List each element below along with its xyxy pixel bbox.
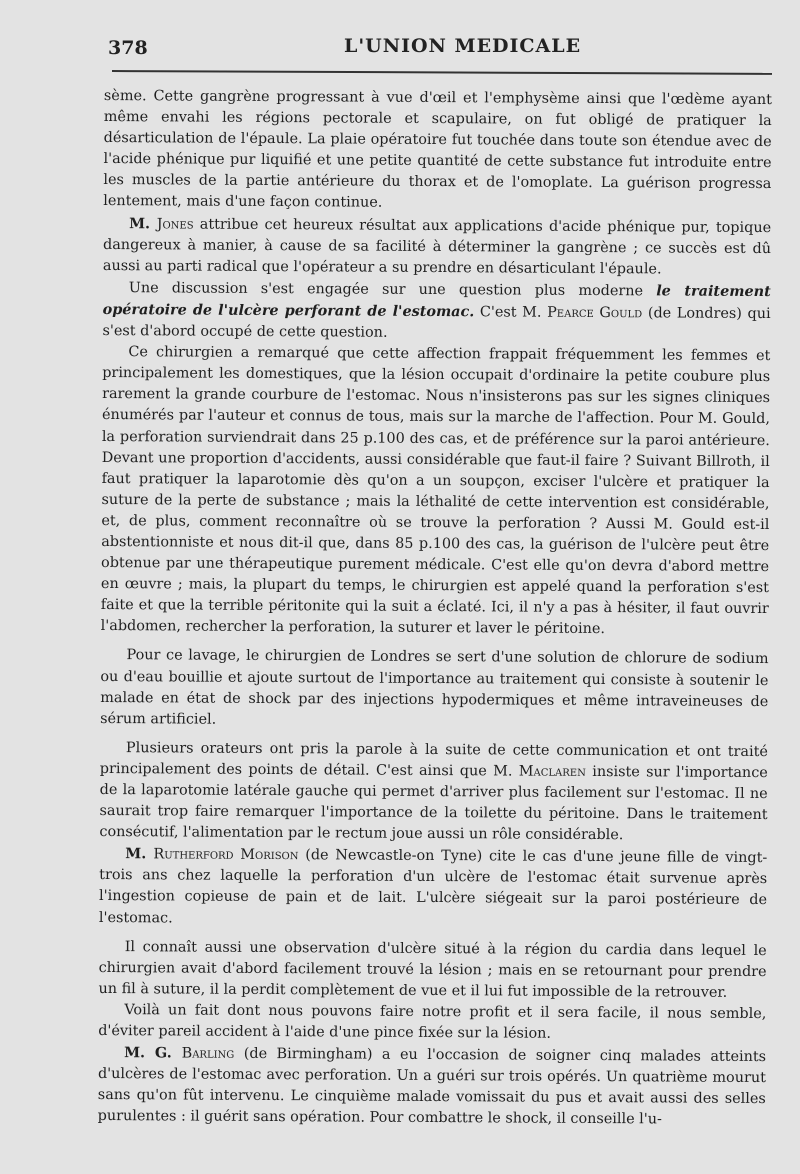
- running-title: L'UNION MEDICALE: [344, 35, 582, 57]
- paragraph: [99, 843, 768, 932]
- styled-text-it: le traitement opératoire de l'ulcère perforant de l'estomac.: [102, 282, 771, 321]
- body-text: [98, 86, 772, 1132]
- styled-text-bold: M.: [125, 845, 154, 863]
- paragraph: [98, 937, 766, 1004]
- paragraph-text: (de Birmingham) a eu l'occasion de soigner cinq malades atteints d'ulcères de l'estomac avec perforation. Un a guéri sur trois opérés. Un quatrième mourut sans qu'on fût intervenu. Le cinquième malade vomissait du pus et avait aussi des selles purulentes : il guérit sans opération. Pour combattre le shock, il conseille l'u-: [97, 1045, 767, 1128]
- paragraph: [103, 86, 772, 217]
- paragraph: [103, 213, 771, 281]
- paragraph: [98, 1000, 766, 1046]
- styled-text-sc: Pearce Gould: [547, 304, 643, 322]
- paragraph-text: (de Londres) qui s'est d'abord occupé de cette question.: [102, 305, 771, 341]
- styled-text-sc: Rutherford Morison: [153, 846, 299, 864]
- paragraph-text: insiste sur l'importance de la laparotomie latérale gauche qui permet d'arriver plus facilement sur l'estomac. Il ne saurait trop faire remarquer l'importance de la toilette du péritoine. Dans le traitement consécutif, l'alimentation par le rectum joue aussi un rôle considérable.: [99, 763, 768, 844]
- paragraph-text: Ce chirurgien a remarqué que cette affection frappait fréquemment les femmes et principalement les domestiques, que la lésion occupait d'ordinaire la petite coubure plus rarement la grande courbure de l'estomac. Nous n'insisterons pas sur les signes cliniques énumérés par l'auteur et connus de tous, mais sur la marche de l'affection. Pour M. Gould, la perforation surviendrait dans 25 p.100 des cas, et de préférence sur la paroi antérieure. Devant une proportion d'accidents, aussi considérable que faut-il faire ? Suivant Billroth, il faut pratiquer la laparotomie dès qu'on a un soupçon, exciser l'ulcère et pratiquer la suture de la perte de substance ; mais la léthalité de cette intervention est considérable, et, de plus, comment reconnaître où se trouve la perforation ? Aussi M. Gould est-il abstentionniste et nous dit-il que, dans 85 p.100 des cas, la guérison de l'ulcère peut être obtenue par une thérapeutique purement médicale. C'est elle qu'on devra d'abord mettre en œuvre ; mais, la plupart du temps, le chirurgien est appelé quand la perforation s'est faite et que la terrible péritonite qui la suit a éclaté. Ici, il n'y a pas à hésiter, il faut ouvrir l'abdomen, rechercher la perforation, la suturer et laver le péritoine.: [100, 344, 771, 638]
- styled-text-sc: Barling: [181, 1045, 235, 1062]
- paragraph: [102, 277, 770, 346]
- paragraph: [101, 342, 771, 641]
- paragraph-text: sème. Cette gangrène progressant à vue d'œil et l'emphysème ainsi que l'œdème ayant même envahi les régions pectorale et scapulaire, on fut obligé de pratiquer la désarticulation de l'épaule. La plaie opératoire fut touchée dans toute son étendue avec de l'acide phénique pur liquifié et une petite quantité de cette substance fut introduite entre les muscles de la partie antérieure du thorax et de l'omoplate. La guérison progressa lentement, mais d'une façon continue.: [103, 87, 772, 212]
- paragraph: [98, 1042, 767, 1131]
- styled-text-bold: M. G.: [124, 1044, 182, 1062]
- paragraph-text: attribue cet heureux résultat aux applications d'acide phénique pur, topique dangereux à manier, à cause de sa facilité à déterminer la gangrène ; ce succès est dû aussi au parti radical que l'opérateur a su prendre en désarticulant l'épaule.: [102, 216, 772, 278]
- paragraph-text: C'est M.: [474, 304, 548, 321]
- paragraph-text: Il connaît aussi une observation d'ulcère situé à la région du cardia dans lequel le chirurgien avait d'abord facilement trouvé la lésion ; mais en se retournant pour prendre un fil à suture, il la perdit complètement de vue et il lui fut impossible de la retrouver.: [98, 938, 767, 1001]
- paragraph-text: (de Newcastle-on Tyne) cite le cas d'une jeune fille de vingt-trois ans chez laquelle la perforation d'un ulcère de l'estomac était survenue après l'ingestion copieuse de pain et de lait. L'ulcère siégeait sur la paroi postérieure de l'estomac.: [98, 847, 768, 926]
- paragraph: [100, 645, 769, 733]
- styled-text-sc: Maclaren: [518, 763, 586, 780]
- page-number: 378: [108, 37, 148, 59]
- paragraph: [99, 738, 768, 848]
- paragraph-text: Une discussion s'est engagée sur une question plus moderne: [128, 279, 657, 300]
- page-header: [108, 33, 768, 61]
- paragraph-text: Plusieurs orateurs ont pris la parole à la suite de cette communication et ont traité principalement des points de détail. C'est ainsi que M.: [99, 739, 768, 780]
- styled-text-sc: Jones: [156, 215, 194, 233]
- paragraph-text: Voilà un fait dont nous pouvons faire notre profit et il sera facile, il nous semble, d'éviter pareil accident à l'aide d'une pince fixée sur la lésion.: [98, 1002, 767, 1042]
- paragraph-text: Pour ce lavage, le chirurgien de Londres se sert d'une solution de chlorure de sodium ou d'eau bouillie et ajoute surtout de l'importance au traitement qui consiste à soutenir le malade en état de shock par des injections hypodermiques et même intraveineuses de sérum artificiel.: [100, 647, 769, 728]
- styled-text-bold: M.: [129, 214, 157, 232]
- header-rule: [112, 70, 772, 75]
